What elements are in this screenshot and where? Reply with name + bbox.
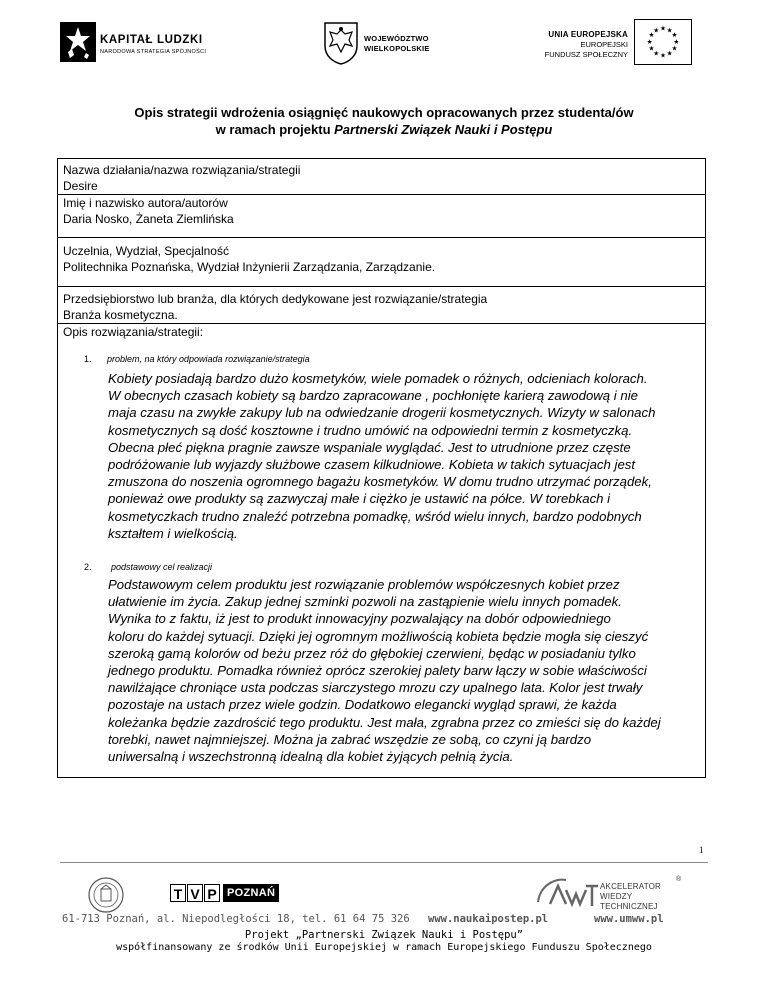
eu-flag-icon [634,19,692,65]
ue-line3: FUNDUSZ SPOŁECZNY [544,50,628,59]
title-line2 [60,121,708,138]
body-line: torebki, nawet najmniejszej. Można ja zabrać wszędzie ze sobą, co czyni ją bardzo [108,731,592,747]
svg-text:★: ★ [671,31,678,40]
body-line: ułatwienie im życia. Zakup jednej szminki pozwoli na zastąpienie wielu innych pomadek. [108,594,622,610]
wojewodztwo-logo [322,20,432,72]
body-line: jednego produktu. Pomadka również oprócz szerokiej palety barw łączy w sobie właściwości [108,663,647,679]
svg-text:★: ★ [648,44,655,53]
body-line: ponieważ owe produkty są zazwyczaj małe i ciężko je ustawić na półce. W torebkach i [108,491,611,507]
awt-line2: WIEDZY [600,892,633,901]
body-line: nawilżające chroniące usta podczas siarczystego mrozu czy upalnego lata. Kolor jest trwały [108,680,643,696]
tvp-poznan-logo [170,884,279,902]
body-line: Obecna płeć piękna pragnie zawsze wspaniale wyglądać. Jest to utrudnione przez częste [108,439,631,455]
item-body [108,576,693,765]
kapital-ludzki-logo [60,22,220,70]
page-number: 1 [699,845,704,855]
title-line1: Opis strategii wdrożenia osiągnięć naukowych opracowanych przez studenta/ów [134,105,634,120]
eagle-shield-icon [322,20,360,66]
svg-text:★: ★ [666,26,673,35]
university-value: Politechnika Poznańska, Wydział Inżynierii Zarządzania, Zarządzanie. [63,260,436,274]
footer-divider [60,862,708,863]
body-line: pozostaje na ustach przez wiele godzin. Dodatkowo elegancki wygląd sprawi, że każda [108,697,617,713]
body-line: zmuszona do noszenia ogromnego bagażu kosmetyków. W domu trudno utrzymać porządek, [108,474,652,490]
title-project-name: Partnerski Związek Nauki i Postępu [334,122,553,137]
body-line: podróżowanie lub wyjazdy służbowe czasem kilkudniowe. Kobieta w takich sytuacjach jest [108,457,636,473]
svg-text:★: ★ [671,44,678,53]
footer-address: 61-713 Poznań, al. Niepodległości 18, tel. 61 64 75 326 [62,913,410,925]
body-line: kształtem i wielkością. [108,525,238,541]
tvp-letter-t: T [170,884,186,902]
author-value: Daria Nosko, Żaneta Ziemlińska [63,212,234,226]
table-divider [58,194,705,195]
title-line2-prefix: w ramach projektu [215,122,335,137]
awt-line3: TECHNICZNEJ [600,902,658,911]
wojewodztwo-line2: WIELKOPOLSKIE [364,44,430,53]
table-divider [58,323,705,324]
tvp-letter-p: P [204,884,220,902]
table-divider [58,237,705,238]
kapital-ludzki-subtitle: NARODOWA STRATEGIA SPÓJNOŚCI [100,49,207,55]
document-title [60,104,708,138]
body-line: Wynika to z faktu, iż jest to produkt innowacyjny pozwalający na dobór odpowiedniego [108,611,611,627]
description-label: Opis rozwiązania/strategii: [63,325,204,339]
body-line: kosmetyczkach trudno znaleźć potrzebna pomadkę, wśród wielu innych, bardzo podobnych [108,508,642,524]
body-line: kosmetycznych są dość kosztowne i trudno umówić na odpowiedni termin z kosmetyczką. [108,422,633,438]
body-line: W obecnych czasach kobiety są bardzo zapracowane , pochłonięte karierą zawodową i nie [108,388,638,404]
university-label: Uczelnia, Wydział, Specjalność [63,244,229,258]
body-line: szeroką gamą kolorów od beżu przez róż do głębokiej czerwieni, będąc w posiadaniu tylko [108,645,636,661]
name-label: Nazwa działania/nazwa rozwiązania/strategii [63,163,301,177]
body-line: Podstawowym celem produktu jest rozwiązanie problemów współczesnych kobiet przez [108,577,620,592]
svg-text:★: ★ [648,31,655,40]
kapital-ludzki-title: KAPITAŁ LUDZKI [100,34,203,46]
awt-text [600,882,661,912]
svg-text:★: ★ [660,24,666,33]
tvp-letter-v: V [187,884,203,902]
wojewodztwo-line1: WOJEWÓDZTWO [364,34,429,43]
footer-website-umww[interactable]: www.umww.pl [594,913,664,925]
body-line: maja czasu na zwykłe zakupy lub na odwiedzanie drogerii kosmetycznych. Wizyty w salonach [108,405,656,421]
author-label: Imię i nazwisko autora/autorów [63,196,228,210]
ue-text-block [520,30,628,60]
body-line: koloru do każdej sytuacji. Dzięki jej ogromnym możliwością kobieta będzie mogła się cieszyć [108,628,649,644]
table-divider [58,286,705,287]
strategy-table [57,158,706,778]
footer-website-naukaipostep[interactable]: www.naukaipostep.pl [428,913,549,925]
body-line: Kobiety posiadają bardzo dużo kosmetyków, wiele pomadek o różnych, odcieniach kolorach. [108,371,648,386]
svg-text:★: ★ [673,37,680,46]
footer-project: Projekt „Partnerski Związek Nauki i Postępu” [244,929,524,941]
footer-cofinance: współfinansowany ze środków Unii Europejskiej w ramach Europejskiego Funduszu Społecznego [116,942,652,953]
awt-line1: AKCELERATOR [600,882,662,891]
tvp-poznan-label: POZNAŃ [223,884,279,902]
awt-registered-mark: ® [676,876,682,883]
svg-text:★: ★ [666,49,673,58]
svg-text:★: ★ [660,51,666,60]
ue-line2: EUROPEJSKI [580,40,628,49]
body-line: uniwersalną i wszechstronną idealną dla kobiet żyjących pełnią życia. [108,749,514,765]
svg-text:★: ★ [653,49,660,58]
industry-value: Branża kosmetyczna. [63,308,178,322]
body-line: koleżanka będzie zazdrościć tego produktu. Jest mała, zgrabna przez co zmieści się do każdej [108,714,661,730]
kapital-ludzki-star-icon [60,22,96,62]
ue-line1: UNIA EUROPEJSKA [548,30,628,39]
item-number: 2. [84,562,92,572]
name-value: Desire [63,179,98,193]
svg-text:★: ★ [646,37,653,46]
svg-text:★: ★ [653,26,660,35]
university-seal-icon [87,876,125,914]
item-label: podstawowy cel realizacji [111,562,213,572]
item-body [108,370,693,542]
item-number: 1. [84,354,92,364]
item-label: problem, na który odpowiada rozwiązanie/strategia [107,354,310,364]
industry-label: Przedsiębiorstwo lub branża, dla których dedykowane jest rozwiązanie/strategia [63,292,488,306]
